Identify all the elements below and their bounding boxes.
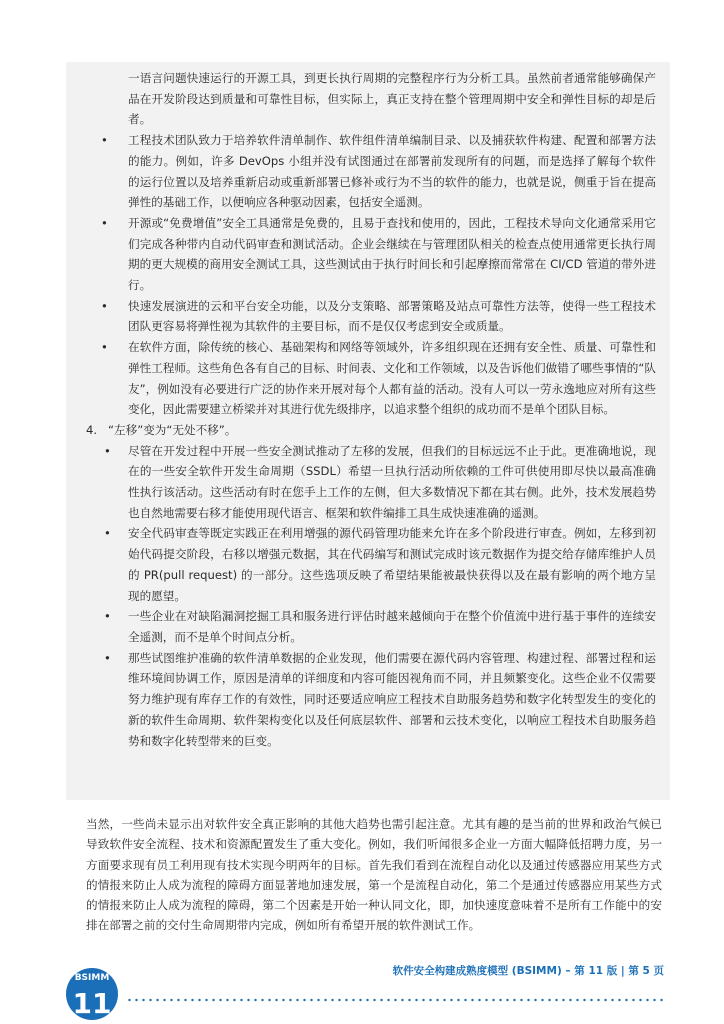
list-item-text: 开源或“免费增值”安全工具通常是免费的，且易于查找和使用的，因此，工程技术导向文化通常采用它们完成各种带内自动代码审查和测试活动。企业会继续在与管理团队相关的检查点使用通常更长执行周期的更大规模的商用安全测试工具，这些测试由于执行时间长和引起摩擦而常常在 CI/CD 管道的带外进行。 — [128, 215, 656, 293]
list-item-text: 那些试图维护准确的软件清单数据的企业发现，他们需要在源代码内容管理、构建过程、部署过程和运维环境间协调工作，原因是清单的详细度和内容可能因视角而不同，并且频繁变化。这些企业不仅需要努力维护现有库存工作的有效性，同时还要适应响应工程技术自助服务趋势和数字化转型发生的变化的新的软件生命周期、软件架构变化以及任何底层软件、部署和云技术变化，以响应工程技术自助服务趋势和数字化转型带来的巨变。 — [128, 650, 656, 748]
bsimm-logo-icon — [66, 950, 122, 1020]
bullet-icon: • — [104, 526, 111, 541]
footer-dotted-rule — [126, 998, 666, 1002]
list-item — [86, 213, 656, 296]
list-item — [86, 296, 656, 337]
list-item-text: 快速发展演进的云和平台安全功能，以及分支策略、部署策略及站点可靠性方法等，使得一些工程技术团队更容易将弹性视为其软件的主要目标，而不是仅仅考虑到安全或质量。 — [128, 298, 656, 334]
list-item-text: 尽管在开发过程中开展一些安全测试推动了左移的发展，但我们的目标远远不止于此。更准确地说，现在的一些安全软件开发生命周期（SSDL）希望一旦执行活动所依赖的工件可供使用即尽快以最高准确性执行该活动。这些活动有时在您手上工作的左侧，但大多数情况下都在其右侧。此外，技术发展趋势也自然地需要右移才能使用现代语言、框架和软件编排工具生成快速准确的遥测。 — [128, 443, 656, 520]
list-item — [86, 337, 656, 420]
item-title: “左移”变为“无处不移”。 — [108, 422, 237, 437]
bullet-icon: • — [104, 609, 111, 624]
item-number: 4. — [86, 422, 98, 437]
list-item — [86, 606, 656, 647]
logo-text: BSIMM — [74, 973, 110, 983]
logo-number: 11 — [72, 987, 112, 1020]
numbered-item-4 — [86, 420, 656, 441]
bullet-icon: • — [104, 650, 111, 665]
bullet-icon: • — [101, 215, 108, 230]
list-item-text: 一些企业在对缺陷漏洞挖掘工具和服务进行评估时越来越倾向于在整个价值流中进行基于事件的连续安全遥测，而不是单个时间点分析。 — [128, 609, 656, 644]
bullet-icon: • — [104, 443, 111, 458]
bullet-icon: • — [101, 340, 108, 355]
list-item-text: 安全代码审查等既定实践正在利用增强的源代码管理功能来允许在多个阶段进行审查。例如，左移到初始代码提交阶段，右移以增强元数据，其在代码编写和测试完成时该元数据作为提交给存储库维护人员的 PR(pull request) 的一部分。这些选项反映了希望结果能被最快获得以及在最有影响的两个地方呈现的愿望。 — [128, 526, 656, 603]
list-item — [86, 130, 656, 213]
callout-box — [66, 62, 670, 800]
intro-continuation: 一语言问题快速运行的开源工具，到更长执行周期的完整程序行为分析工具。虽然前者通常能够确保产品在开发阶段达到质量和可靠性目标，但实际上，真正支持在整个管理周期中安全和弹性目标的却是后者。 — [128, 71, 656, 127]
list-item — [86, 523, 656, 606]
footer-page-label: 软件安全构建成熟度模型 (BSIMM) – 第 11 版 | 第 5 页 — [392, 965, 664, 977]
body-paragraph: 当然，一些尚未显示出对软件安全真正影响的其他大趋势也需引起注意。尤其有趣的是当前的世界和政治气候已导致软件安全流程、技术和资源配置发生了重大变化。例如，我们听闻很多企业一方面大幅降低招聘力度，另一方面要求现有员工利用现有技术实现今明两年的目标。首先我们看到在流程自动化以及通过传感器应用某些方式的情报来防止人成为流程的障碍方面显著地加速发展，第一个是流程自动化，第二个是通过传感器应用某些方式的情报来防止人成为流程的障碍，第二个因素是开始一种认同文化，即，加快速度意味着不是所有工作能中的安排在部署之前的交付生命周期带内完成，例如所有希望开展的软件测试工作。 — [86, 817, 662, 933]
list-item — [86, 648, 656, 752]
list-item — [86, 441, 656, 524]
bullet-icon: • — [101, 298, 108, 313]
list-item-text: 工程技术团队致力于培养软件清单制作、软件组件清单编制目录、以及捕获软件构建、配置和部署方法的能力。例如，许多 DevOps 小组并没有试图通过在部署前发现所有的问题，而是选择了解每个软件的运行位置以及培养重新启动或重新部署已修补或行为不当的软件的能力，也就是说，侧重于旨在提高弹性的基础工作，以便响应各种驱动因素，包括安全遥测。 — [128, 133, 656, 210]
bullet-icon: • — [101, 133, 108, 148]
list-item-text: 在软件方面，除传统的核心、基础架构和网络等领域外，许多组织现在还拥有安全性、质量、可靠性和弹性工程师。这些角色各有自己的目标、时间表、文化和工作领域，以及告诉他们做错了哪些事情的“队友”，例如没有必要进行广泛的协作来开展对每个人都有益的活动。没有人可以一劳永逸地应对所有这些变化，因此需要建立桥梁并对其进行优先级排序，以追求整个组织的成功而不是单个团队目标。 — [128, 340, 656, 417]
bsimm-logo — [66, 950, 122, 1020]
